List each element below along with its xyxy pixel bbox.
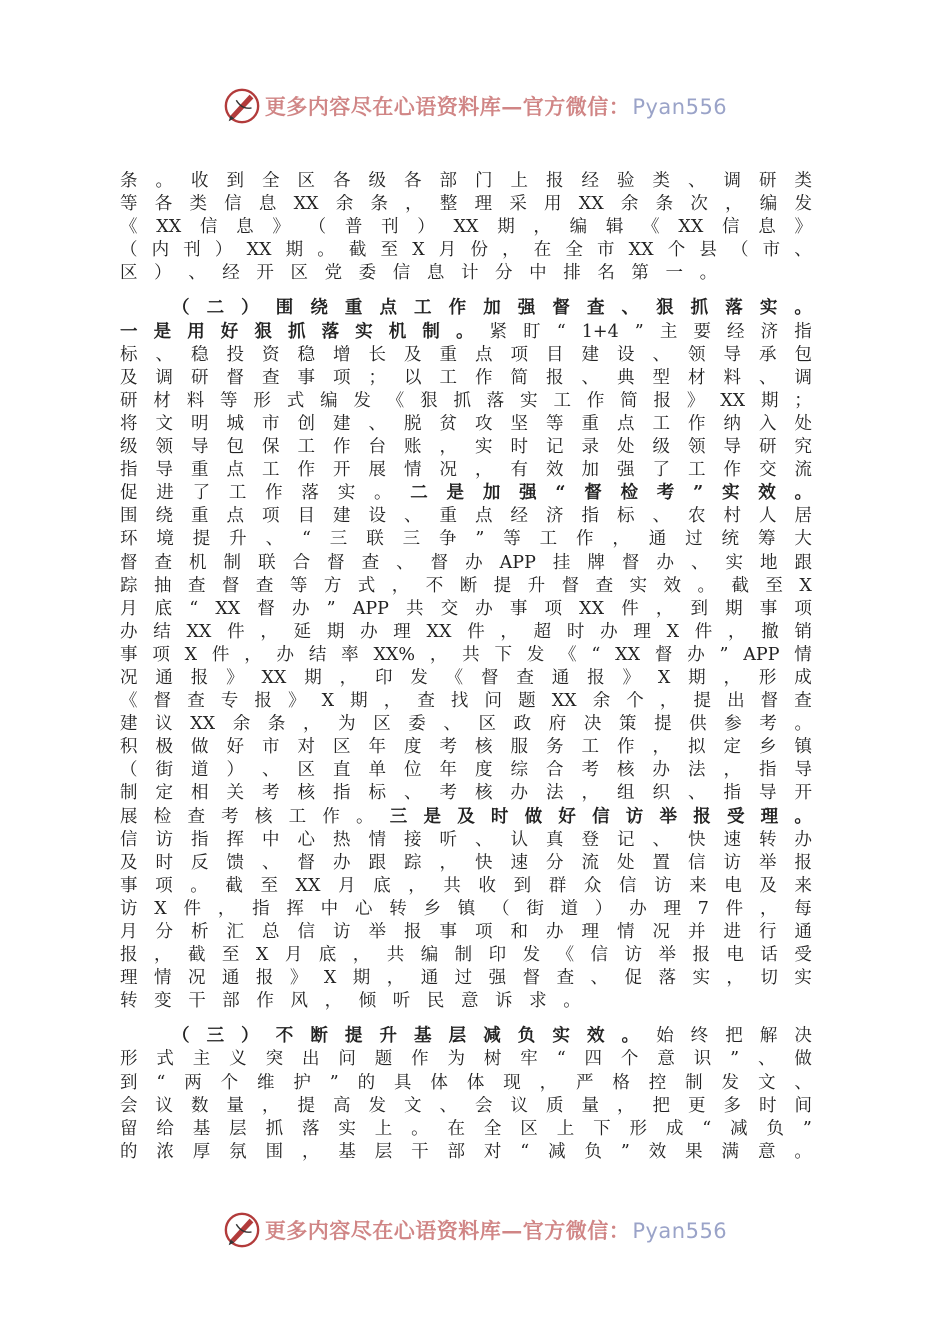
text-line: 踪 抽 查 督 查 等 方 式 ， 不 断 提 升 督 查 实 效 。 截 至 X bbox=[120, 575, 812, 596]
text-line: 标 、 稳 投 资 稳 增 长 及 重 点 项 目 建 设 、 领 导 承 包 bbox=[120, 344, 812, 365]
pen-logo-icon bbox=[223, 87, 261, 125]
document-body bbox=[120, 170, 812, 1164]
text-line: 报 ， 截 至 X 月 底 ， 共 编 制 印 发 《 信 访 举 报 电 话 受 bbox=[120, 945, 812, 966]
text-line: 指 导 重 点 工 作 开 展 情 况 ， 有 效 加 强 了 工 作 交 流 bbox=[120, 460, 812, 481]
header-watermark-banner bbox=[0, 84, 950, 128]
text-line: （ 街 道 ） 、 区 直 单 位 年 度 综 合 考 核 办 法 ， 指 导 bbox=[120, 760, 812, 781]
text-line: 研 材 料 等 形 式 编 发 《 狠 抓 落 实 工 作 简 报 》 XX 期 ； bbox=[120, 390, 812, 411]
text-line: 及 调 研 督 查 事 项 ； 以 工 作 简 报 、 典 型 材 料 、 调 bbox=[120, 367, 812, 388]
text-line: 事 项 。 截 至 XX 月 底 ， 共 收 到 群 众 信 访 来 电 及 来 bbox=[120, 875, 812, 896]
pen-logo-icon bbox=[223, 1211, 261, 1249]
text-line: 一 是 用 好 狠 抓 落 实 机 制 。 紧 盯 “ 1+4 ” 主 要 经 济 指 bbox=[120, 321, 812, 342]
text-line: 事 项 X 件 ， 办 结 率 XX% ， 共 下 发 《 “ XX 督 办 ” APP 情 bbox=[120, 644, 812, 665]
text-line: 会 议 数 量 ， 提 高 发 文 、 会 议 质 量 ， 把 更 多 时 间 bbox=[120, 1095, 812, 1116]
text-line: 《 督 查 专 报 》 X 期 ， 查 找 问 题 XX 余 个 ， 提 出 督 查 bbox=[120, 691, 812, 712]
text-line: 理 情 况 通 报 》 X 期 ， 通 过 强 督 查 、 促 落 实 ， 切 实 bbox=[120, 968, 812, 989]
wechat-id: Pyan556 bbox=[632, 1219, 728, 1243]
footer-watermark-banner bbox=[0, 1208, 950, 1252]
text-line: 到 “ 两 个 维 护 ” 的 具 体 体 现 ， 严 格 控 制 发 文 、 bbox=[120, 1072, 812, 1093]
text-line: 及 时 反 馈 、 督 办 跟 踪 ， 快 速 分 流 处 置 信 访 举 报 bbox=[120, 852, 812, 873]
text-line: 建 议 XX 余 条 ， 为 区 委 、 区 政 府 决 策 提 供 参 考 。 bbox=[120, 714, 812, 735]
text-line: （ 二 ） 围 绕 重 点 工 作 加 强 督 查 、 狠 抓 落 实 。 bbox=[172, 298, 812, 319]
text-line: 促 进 了 工 作 落 实 。 二 是 加 强 “ 督 检 考 ” 实 效 。 bbox=[120, 483, 812, 504]
text-line: 展 检 查 考 核 工 作 。 三 是 及 时 做 好 信 访 举 报 受 理 。 bbox=[120, 806, 812, 827]
text-line: 制 定 相 关 考 核 指 标 、 考 核 办 法 ， 组 织 、 指 导 开 bbox=[120, 783, 812, 804]
text-line: 办 结 XX 件 ， 延 期 办 理 XX 件 ， 超 时 办 理 X 件 ， 撤 销 bbox=[120, 621, 812, 642]
text-line: 积 极 做 好 市 对 区 年 度 考 核 服 务 工 作 ， 拟 定 乡 镇 bbox=[120, 737, 812, 758]
paragraph-gap bbox=[120, 1013, 812, 1025]
text-line: 访 X 件 ， 指 挥 中 心 转 乡 镇 （ 街 道 ） 办 理 7 件 ， 每 bbox=[120, 898, 812, 919]
text-line: 条 。 收 到 全 区 各 级 各 部 门 上 报 经 验 类 、 调 研 类 bbox=[120, 171, 812, 191]
text-line: 月 底 “ XX 督 办 ” APP 共 交 办 事 项 XX 件 ， 到 期 事 项 bbox=[120, 598, 812, 619]
text-line: 留 给 基 层 抓 落 实 上 。 在 全 区 上 下 形 成 “ 减 负 ” bbox=[120, 1118, 812, 1139]
text-line: （ 内 刊 ） XX 期 。 截 至 X 月 份 ， 在 全 市 XX 个 县 （ 市 、 bbox=[120, 240, 812, 261]
text-line: 围 绕 重 点 项 目 建 设 、 重 点 经 济 指 标 、 农 村 人 居 bbox=[120, 506, 812, 527]
text-line: 月 分 析 汇 总 信 访 举 报 事 项 和 办 理 情 况 并 进 行 通 bbox=[120, 922, 812, 942]
paragraph-gap bbox=[120, 285, 812, 297]
text-line: （ 三 ） 不 断 提 升 基 层 减 负 实 效 。 始 终 把 解 决 bbox=[172, 1026, 812, 1047]
text-line: 信 访 指 挥 中 心 热 情 接 听 、 认 真 登 记 、 快 速 转 办 bbox=[120, 829, 812, 850]
text-line: 的 浓 厚 氛 围 ， 基 层 干 部 对 “ 减 负 ” 效 果 满 意 。 bbox=[120, 1141, 812, 1162]
wechat-id: Pyan556 bbox=[632, 95, 728, 119]
text-line: 《 XX 信 息 》 （ 普 刊 ） XX 期 ， 编 辑 《 XX 信 息 》 bbox=[120, 217, 812, 238]
banner-text: 更多内容尽在心语资料库—官方微信：Pyan556 bbox=[264, 1218, 728, 1243]
text-line: 况 通 报 》 XX 期 ， 印 发 《 督 查 通 报 》 X 期 ， 形 成 bbox=[120, 667, 812, 688]
text-line: 等 各 类 信 息 XX 余 条 ， 整 理 采 用 XX 余 条 次 ， 编 发 bbox=[120, 194, 812, 215]
text-line: 级 领 导 包 保 工 作 台 账 ， 实 时 记 录 处 级 领 导 研 究 bbox=[120, 437, 812, 458]
text-line: 转 变 干 部 作 风 ， 倾 听 民 意 诉 求 。 bbox=[120, 991, 581, 1012]
text-line: 区 ） 、 经 开 区 党 委 信 息 计 分 中 排 名 第 一 。 bbox=[120, 263, 718, 284]
banner-text: 更多内容尽在心语资料库—官方微信：Pyan556 bbox=[264, 94, 728, 119]
text-line: 将 文 明 城 市 创 建 、 脱 贫 攻 坚 等 重 点 工 作 纳 入 处 bbox=[120, 413, 812, 434]
text-line: 督 查 机 制 联 合 督 查 、 督 办 APP 挂 牌 督 办 、 实 地 跟 bbox=[120, 552, 812, 573]
text-line: 环 境 提 升 、 “ 三 联 三 争 ” 等 工 作 ， 通 过 统 筹 大 bbox=[120, 529, 812, 550]
text-line: 形 式 主 义 突 出 问 题 作 为 树 牢 “ 四 个 意 识 ” 、 做 bbox=[120, 1049, 812, 1070]
